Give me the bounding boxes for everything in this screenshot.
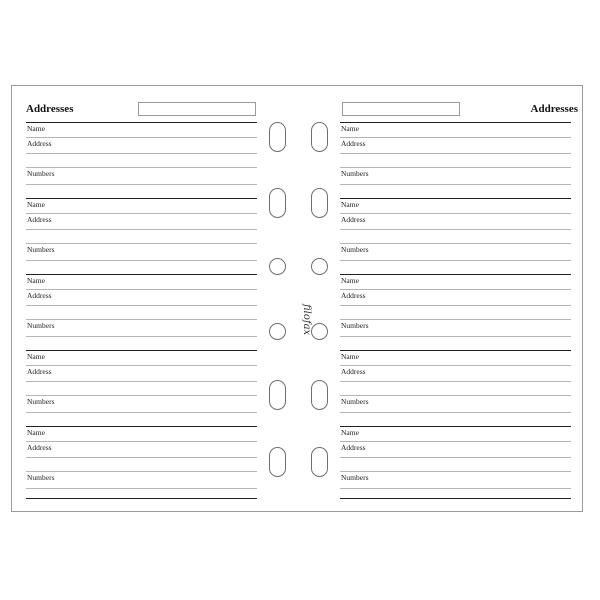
name-label: Name — [341, 276, 359, 285]
writing-line[interactable] — [340, 365, 571, 366]
address-label: Address — [27, 443, 52, 452]
writing-line[interactable] — [26, 305, 257, 306]
numbers-label: Numbers — [27, 169, 55, 178]
writing-line[interactable] — [26, 471, 257, 472]
writing-line[interactable] — [26, 381, 257, 382]
punch-hole-oval — [311, 380, 328, 410]
entry-divider — [340, 350, 571, 351]
index-tab-box[interactable] — [138, 102, 256, 116]
punch-hole-oval — [311, 122, 328, 152]
numbers-label: Numbers — [341, 321, 369, 330]
writing-line[interactable] — [340, 381, 571, 382]
writing-line[interactable] — [340, 395, 571, 396]
address-entry[interactable] — [340, 350, 571, 426]
name-label: Name — [341, 124, 359, 133]
brand-logo: filofax — [301, 304, 312, 336]
writing-line[interactable] — [340, 184, 571, 185]
address-label: Address — [341, 367, 366, 376]
entry-divider — [340, 426, 571, 427]
writing-line[interactable] — [26, 457, 257, 458]
address-label: Address — [27, 139, 52, 148]
address-entry[interactable] — [26, 350, 257, 426]
address-label: Address — [27, 367, 52, 376]
entry-divider — [340, 198, 571, 199]
entry-divider — [26, 350, 257, 351]
entry-divider — [26, 274, 257, 275]
numbers-label: Numbers — [27, 397, 55, 406]
writing-line[interactable] — [26, 243, 257, 244]
writing-line[interactable] — [26, 229, 257, 230]
address-label: Address — [341, 215, 366, 224]
writing-line[interactable] — [340, 336, 571, 337]
bottom-rule — [340, 498, 571, 499]
address-label: Address — [341, 291, 366, 300]
address-label: Address — [27, 215, 52, 224]
entry-divider — [340, 274, 571, 275]
writing-line[interactable] — [340, 213, 571, 214]
writing-line[interactable] — [340, 488, 571, 489]
writing-line[interactable] — [340, 137, 571, 138]
entry-divider — [26, 198, 257, 199]
punch-hole-round — [311, 258, 328, 275]
writing-line[interactable] — [26, 153, 257, 154]
address-entry[interactable] — [340, 122, 571, 198]
address-entry[interactable] — [340, 426, 571, 502]
address-label: Address — [341, 139, 366, 148]
numbers-label: Numbers — [341, 397, 369, 406]
writing-line[interactable] — [340, 412, 571, 413]
writing-line[interactable] — [26, 137, 257, 138]
punch-hole-round — [269, 258, 286, 275]
writing-line[interactable] — [340, 441, 571, 442]
numbers-label: Numbers — [341, 473, 369, 482]
organiser-sheet — [11, 85, 583, 512]
writing-line[interactable] — [26, 184, 257, 185]
bottom-rule — [26, 498, 257, 499]
name-label: Name — [27, 276, 45, 285]
writing-line[interactable] — [340, 229, 571, 230]
address-entry[interactable] — [26, 426, 257, 502]
name-label: Name — [27, 428, 45, 437]
punch-hole-oval — [269, 380, 286, 410]
writing-line[interactable] — [340, 305, 571, 306]
writing-line[interactable] — [26, 395, 257, 396]
punch-hole-oval — [269, 447, 286, 477]
address-label: Address — [341, 443, 366, 452]
punch-hole-oval — [311, 447, 328, 477]
writing-line[interactable] — [340, 457, 571, 458]
entry-divider — [26, 426, 257, 427]
writing-line[interactable] — [26, 289, 257, 290]
writing-line[interactable] — [26, 260, 257, 261]
writing-line[interactable] — [340, 471, 571, 472]
name-label: Name — [341, 200, 359, 209]
writing-line[interactable] — [26, 365, 257, 366]
writing-line[interactable] — [340, 319, 571, 320]
punch-hole-round — [269, 323, 286, 340]
name-label: Name — [27, 200, 45, 209]
punch-hole-oval — [269, 122, 286, 152]
address-entry[interactable] — [26, 198, 257, 274]
name-label: Name — [27, 352, 45, 361]
writing-line[interactable] — [340, 153, 571, 154]
writing-line[interactable] — [26, 213, 257, 214]
entry-divider — [26, 122, 257, 123]
writing-line[interactable] — [26, 412, 257, 413]
writing-line[interactable] — [340, 167, 571, 168]
writing-line[interactable] — [26, 319, 257, 320]
writing-line[interactable] — [26, 441, 257, 442]
page-title: Addresses — [26, 103, 74, 115]
index-tab-box[interactable] — [342, 102, 460, 116]
numbers-label: Numbers — [27, 245, 55, 254]
punch-hole-oval — [269, 188, 286, 218]
writing-line[interactable] — [26, 167, 257, 168]
numbers-label: Numbers — [341, 245, 369, 254]
writing-line[interactable] — [26, 488, 257, 489]
address-entry[interactable] — [26, 122, 257, 198]
numbers-label: Numbers — [27, 473, 55, 482]
address-entry[interactable] — [340, 274, 571, 350]
writing-line[interactable] — [340, 289, 571, 290]
numbers-label: Numbers — [27, 321, 55, 330]
address-entry[interactable] — [340, 198, 571, 274]
name-label: Name — [341, 352, 359, 361]
writing-line[interactable] — [340, 243, 571, 244]
punch-hole-oval — [311, 188, 328, 218]
entry-divider — [340, 122, 571, 123]
address-entry[interactable] — [26, 274, 257, 350]
writing-line[interactable] — [340, 260, 571, 261]
name-label: Name — [27, 124, 45, 133]
name-label: Name — [341, 428, 359, 437]
address-label: Address — [27, 291, 52, 300]
punch-hole-round — [311, 323, 328, 340]
writing-line[interactable] — [26, 336, 257, 337]
numbers-label: Numbers — [341, 169, 369, 178]
page-title: Addresses — [530, 103, 578, 115]
